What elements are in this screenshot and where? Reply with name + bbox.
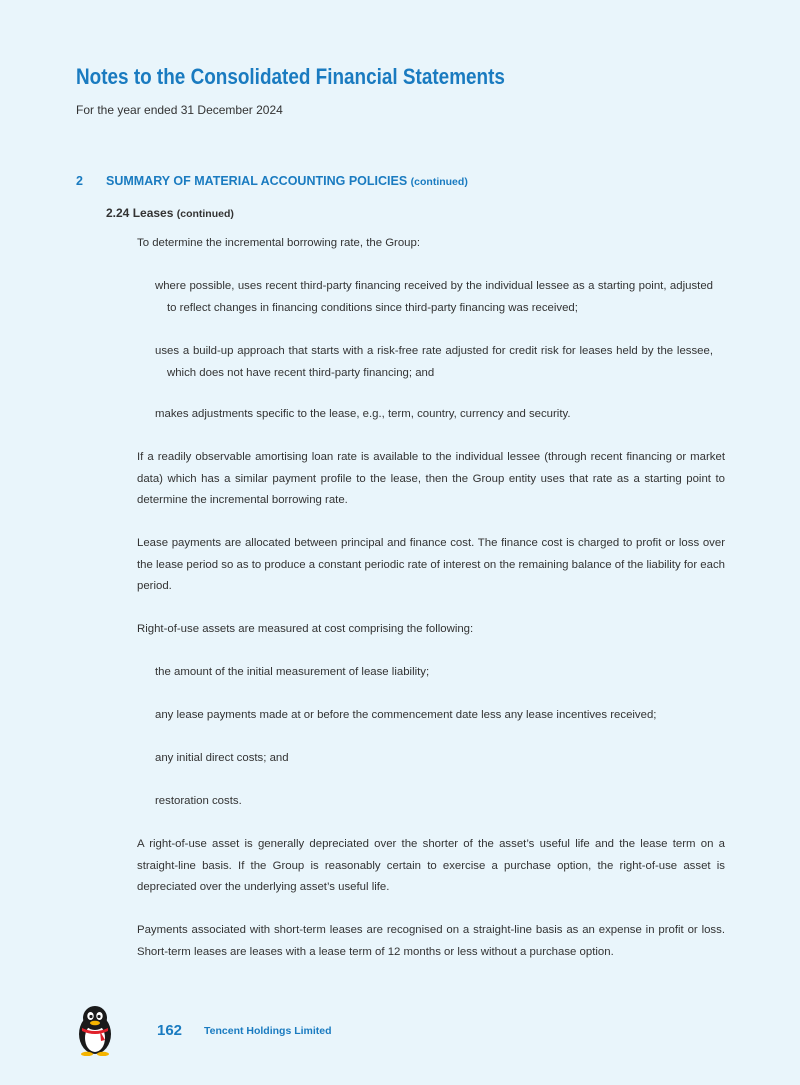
- section-title: SUMMARY OF MATERIAL ACCOUNTING POLICIES: [106, 174, 408, 188]
- list-item: restoration costs.: [155, 795, 242, 807]
- subsection-title: 2.24 Leases: [106, 206, 174, 220]
- section-number: 2: [76, 174, 83, 188]
- subsection-heading: [106, 206, 234, 220]
- paragraph: A right-of-use asset is generally depreciated over the shorter of the asset’s useful life and the lease term on a straight-line basis. If the Group is reasonably certain to exercise a purchase option, the right-of-use asset is depreciated over the underlying asset’s useful life.: [137, 838, 725, 893]
- section-heading: [76, 174, 468, 188]
- list-item: makes adjustments specific to the lease, e.g., term, country, currency and security.: [155, 408, 571, 420]
- penguin-mascot-icon: [74, 1004, 116, 1056]
- paragraph: Lease payments are allocated between principal and finance cost. The finance cost is charged to profit or loss over the lease period so as to produce a constant periodic rate of interest on the remaining balance of the liability for each period.: [137, 537, 725, 592]
- page-number: 162: [157, 1022, 183, 1039]
- list-item: uses a build-up approach that starts with a risk-free rate adjusted for credit risk for leases held by the lessee, which does not have recent third-party financing; and: [155, 345, 713, 379]
- page-subtitle: For the year ended 31 December 2024: [76, 103, 283, 117]
- company-name: Tencent Holdings Limited: [204, 1025, 332, 1037]
- paragraph-intro: To determine the incremental borrowing rate, the Group:: [137, 237, 421, 249]
- list-item: where possible, uses recent third-party financing received by the individual lessee as a starting point, adjusted to reflect changes in financing conditions since third-party financing was received;: [155, 280, 713, 314]
- subsection-continued: (continued): [176, 208, 234, 220]
- list-item: the amount of the initial measurement of lease liability;: [155, 666, 430, 678]
- paragraph: If a readily observable amortising loan rate is available to the individual lessee (through recent financing or market data) which has a similar payment profile to the lease, then the Group entity uses that rate as a starting point to determine the incremental borrowing rate.: [137, 451, 725, 506]
- section-continued: (continued): [410, 176, 468, 188]
- paragraph: Right-of-use assets are measured at cost comprising the following:: [137, 623, 474, 635]
- list-item: any initial direct costs; and: [155, 752, 289, 764]
- page-title: Notes to the Consolidated Financial Statements: [76, 64, 505, 89]
- paragraph: Payments associated with short-term leases are recognised on a straight-line basis as an expense in profit or loss. Short-term leases are leases with a lease term of 12 months or less without a purchase option.: [137, 924, 725, 958]
- list-item: any lease payments made at or before the commencement date less any lease incentives received;: [155, 709, 657, 721]
